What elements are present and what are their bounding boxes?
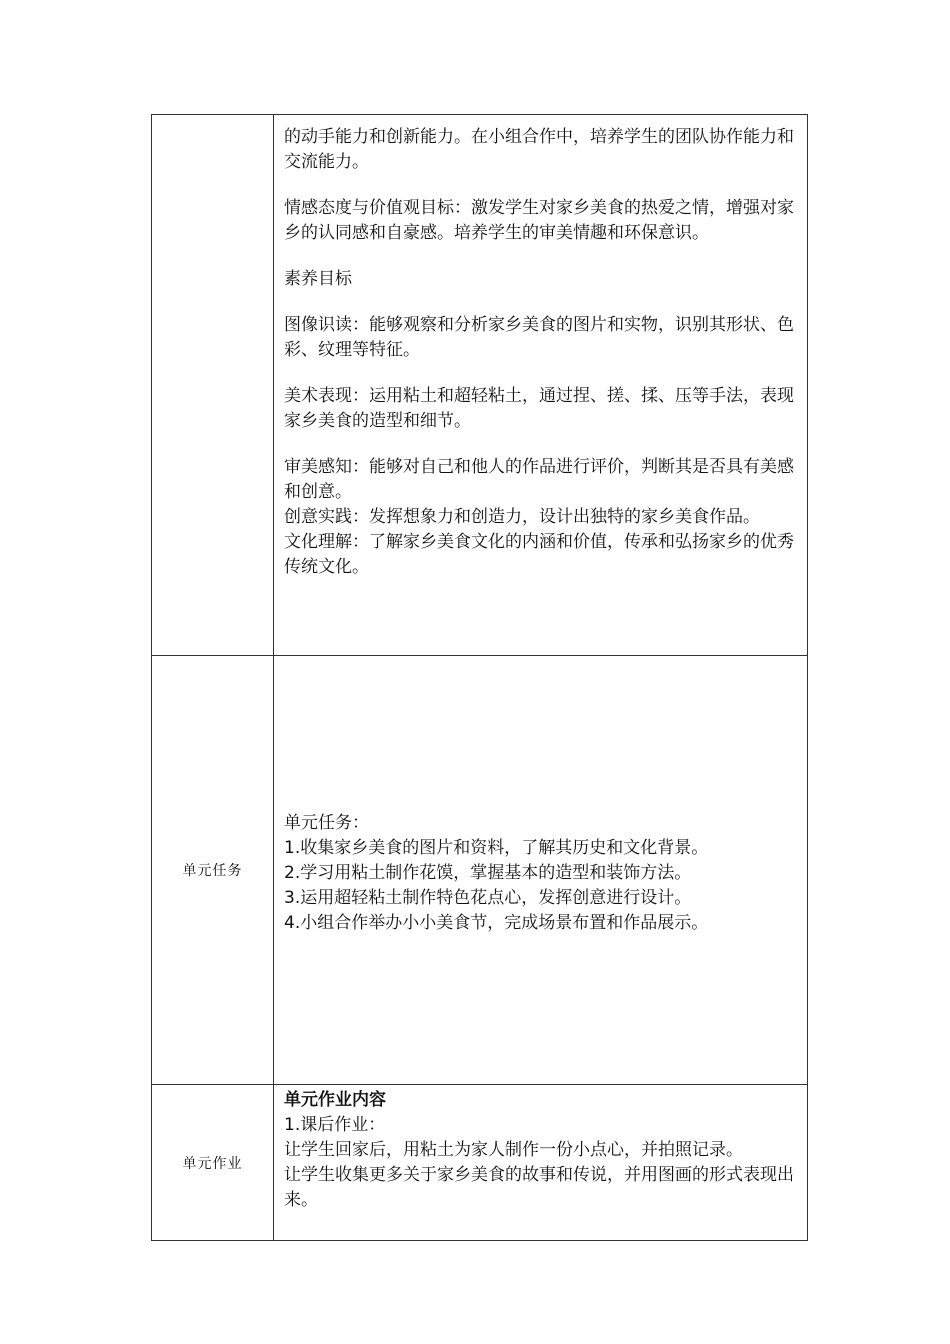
homework-label: 单元作业 <box>152 1085 274 1241</box>
creative-goal: 创意实践：发挥想象力和创造力，设计出独特的家乡美食作品。 <box>284 507 760 527</box>
task-item: 3.运用超轻粘土制作特色花点心，发挥创意进行设计。 <box>284 888 692 908</box>
image-reading-goal: 图像识读：能够观察和分析家乡美食的图片和实物，识别其形状、色彩、纹理等特征。 <box>284 315 794 360</box>
homework-subtitle: 1.课后作业： <box>284 1115 386 1135</box>
literacy-goal-title: 素养目标 <box>284 269 352 289</box>
homework-content-cell <box>274 1085 808 1241</box>
task-item: 2.学习用粘土制作花馍，掌握基本的造型和装饰方法。 <box>284 863 692 883</box>
lesson-plan-table <box>151 114 808 1241</box>
task-label: 单元任务 <box>152 656 274 1085</box>
task-row <box>152 656 808 1085</box>
goals-content-cell <box>274 115 808 656</box>
ability-goal-continued: 的动手能力和创新能力。在小组合作中，培养学生的团队协作能力和交流能力。 <box>284 127 794 172</box>
task-item: 4.小组合作举办小小美食节，完成场景布置和作品展示。 <box>284 913 709 933</box>
goals-label-cell <box>152 115 274 656</box>
culture-goal: 文化理解：了解家乡美食文化的内涵和价值，传承和弘扬家乡的优秀传统文化。 <box>284 532 794 577</box>
homework-row <box>152 1085 808 1241</box>
homework-title: 单元作业内容 <box>284 1090 386 1110</box>
homework-item: 让学生收集更多关于家乡美食的故事和传说，并用图画的形式表现出来。 <box>284 1165 794 1210</box>
homework-item: 让学生回家后，用粘土为家人制作一份小点心，并拍照记录。 <box>284 1140 743 1160</box>
task-item: 1.收集家乡美食的图片和资料，了解其历史和文化背景。 <box>284 838 709 858</box>
task-heading: 单元任务： <box>284 813 369 833</box>
aesthetic-goal: 审美感知：能够对自己和他人的作品进行评价，判断其是否具有美感和创意。 <box>284 457 794 502</box>
goals-row <box>152 115 808 656</box>
task-content-cell <box>274 656 808 1085</box>
emotion-goal: 情感态度与价值观目标：激发学生对家乡美食的热爱之情，增强对家乡的认同感和自豪感。培养学生的审美情趣和环保意识。 <box>284 198 794 243</box>
art-expression-goal: 美术表现：运用粘土和超轻粘土，通过捏、搓、揉、压等手法，表现家乡美食的造型和细节。 <box>284 386 794 431</box>
